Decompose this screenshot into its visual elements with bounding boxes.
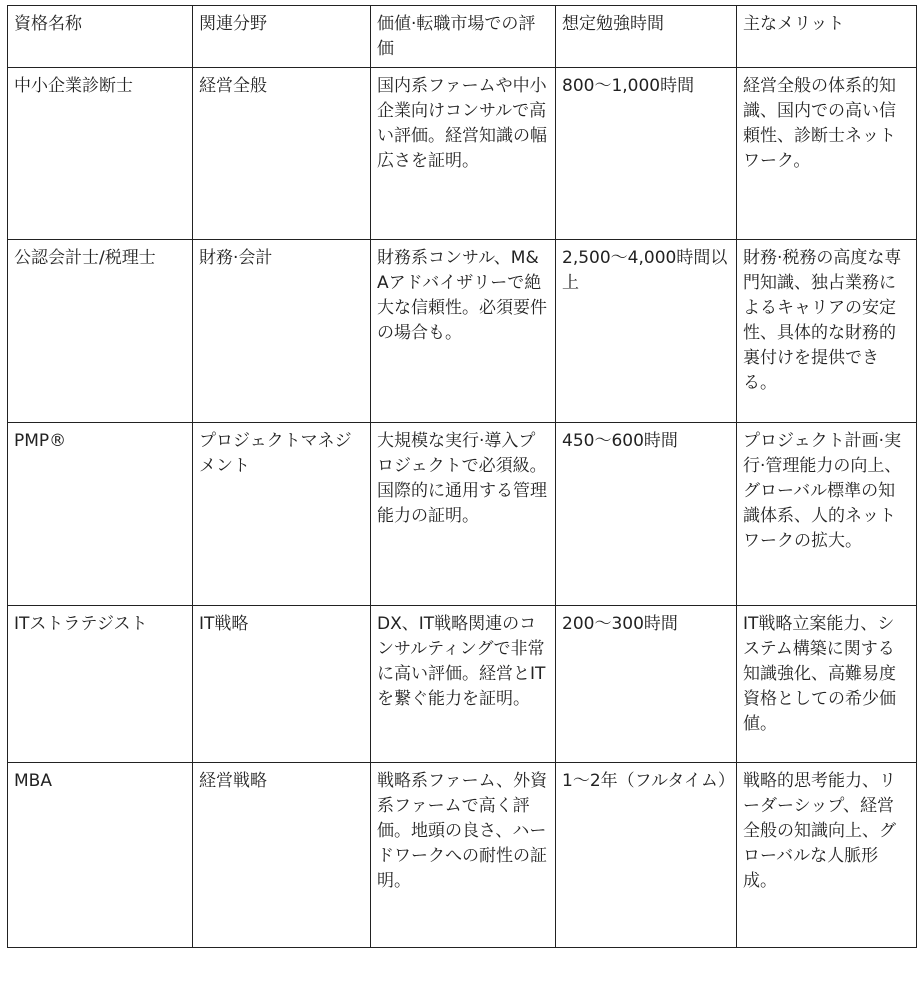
cell-cert-name: 中小企業診断士 bbox=[8, 68, 193, 240]
cell-cert-name: MBA bbox=[8, 763, 193, 948]
cell-study-hours: 1〜2年（フルタイム） bbox=[556, 763, 737, 948]
cell-merit: 経営全般の体系的知識、国内での高い信頼性、診断士ネットワーク。 bbox=[737, 68, 917, 240]
cell-study-hours: 800〜1,000時間 bbox=[556, 68, 737, 240]
cell-study-hours: 2,500〜4,000時間以上 bbox=[556, 240, 737, 423]
cell-study-hours: 450〜600時間 bbox=[556, 423, 737, 606]
cell-field: 財務·会計 bbox=[193, 240, 371, 423]
cell-field: IT戦略 bbox=[193, 606, 371, 763]
header-row bbox=[8, 6, 917, 68]
cell-merit: IT戦略立案能力、システム構築に関する知識強化、高難易度資格としての希少価値。 bbox=[737, 606, 917, 763]
cell-study-hours: 200〜300時間 bbox=[556, 606, 737, 763]
cell-value: 戦略系ファーム、外資系ファームで高く評価。地頭の良さ、ハードワークへの耐性の証明。 bbox=[371, 763, 556, 948]
table-row bbox=[8, 606, 917, 763]
cell-field: 経営全般 bbox=[193, 68, 371, 240]
cell-cert-name: ITストラテジスト bbox=[8, 606, 193, 763]
certification-table bbox=[7, 5, 917, 948]
cell-value: 国内系ファームや中小企業向けコンサルで高い評価。経営知識の幅広さを証明。 bbox=[371, 68, 556, 240]
cell-merit: 戦略的思考能力、リーダーシップ、経営全般の知識向上、グローバルな人脈形成。 bbox=[737, 763, 917, 948]
table-row bbox=[8, 240, 917, 423]
table-row bbox=[8, 68, 917, 240]
cell-merit: 財務·税務の高度な専門知識、独占業務によるキャリアの安定性、具体的な財務的裏付けを提供できる。 bbox=[737, 240, 917, 423]
table-body bbox=[8, 68, 917, 948]
cell-field: プロジェクトマネジメント bbox=[193, 423, 371, 606]
header-value: 価値·転職市場での評価 bbox=[371, 6, 556, 68]
table-row bbox=[8, 423, 917, 606]
header-merit: 主なメリット bbox=[737, 6, 917, 68]
header-field: 関連分野 bbox=[193, 6, 371, 68]
cell-cert-name: 公認会計士/税理士 bbox=[8, 240, 193, 423]
table-row bbox=[8, 763, 917, 948]
cell-field: 経営戦略 bbox=[193, 763, 371, 948]
cell-value: 財務系コンサル、M&Aアドバイザリーで絶大な信頼性。必須要件の場合も。 bbox=[371, 240, 556, 423]
header-study-hours: 想定勉強時間 bbox=[556, 6, 737, 68]
cell-value: DX、IT戦略関連のコンサルティングで非常に高い評価。経営とITを繋ぐ能力を証明。 bbox=[371, 606, 556, 763]
header-cert-name: 資格名称 bbox=[8, 6, 193, 68]
cell-value: 大規模な実行·導入プロジェクトで必須級。国際的に通用する管理能力の証明。 bbox=[371, 423, 556, 606]
cell-merit: プロジェクト計画·実行·管理能力の向上、グローバル標準の知識体系、人的ネットワークの拡大。 bbox=[737, 423, 917, 606]
table-header bbox=[8, 6, 917, 68]
cell-cert-name: PMP® bbox=[8, 423, 193, 606]
